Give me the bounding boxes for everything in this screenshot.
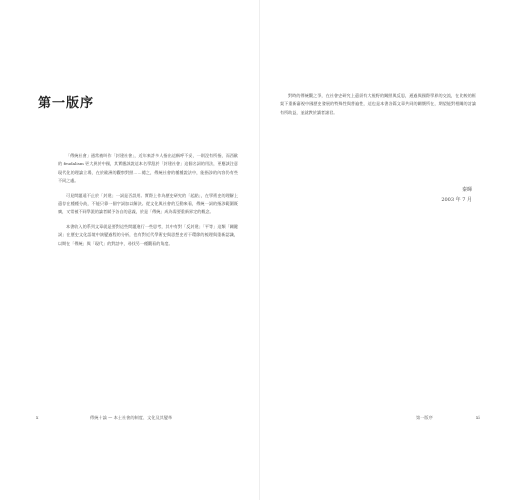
page-number-left: x — [36, 415, 39, 420]
paragraph: 本書收入的系列文章就是要對這些問題進行一些思考，其中有對「反封建」「平等」這類「關鍵詞」在歷史文化語境中演變過程的分析，也有對近代學術史與思想史若干環節的梳理與重新認識，以期在「傳統」與「現代」的對話中，尋找另一種觀看的角度。 — [58, 223, 238, 246]
running-title: 傳統十論 — 本土社會的制度、文化及其變革 — [90, 415, 173, 420]
page-number-right: xi — [476, 415, 480, 420]
paragraph: 「傳統社會」通常被叫作「封建社會」，近年來許多人指出這稱呼不妥，一則沒有所指，而西歐的 feudalism 更大異於中國，其實應該說這本名學派於「封建社會」這個名詞的用法，更應該注意現代化的理論立場，在於歐洲的觀察對照……總之，傳統社會的種種說法中，能指涉的內容仍有些不同之處。 — [58, 153, 238, 184]
right-body-text — [280, 92, 476, 123]
paragraph: 對時的傳統觀之爭，在社會史研究上還須有大視野的關照與反思，通過與國際學界的交流，在比較的框架下重新審視中國歷史發展的特殊性與普遍性，這也是本書各篇文章共同的關懷所在，期望能對相關的討論有所助益，並就教於讀者諸君。 — [280, 93, 476, 115]
chapter-title: 第一版序 — [38, 96, 95, 111]
right-page — [260, 0, 520, 500]
preface-date: 2003 年 7 月 — [441, 197, 472, 203]
paragraph: 可見問題遠不止於「封建」一詞是否誤用。實際上作為歷史研究的「起點」，在學術史的理解上還存在種種分歧，不能只靠一個字詞加以解決。從文化與社會的互動來看，傳統一詞的指涉範圍既廣，又常被不同學派的論者賦予各自的意義，於是「傳統」成為需要重新界定的概念。 — [58, 192, 238, 215]
left-body-text — [58, 152, 238, 254]
author-signature: 秦暉 — [461, 187, 472, 193]
running-label: 第一版序 — [416, 415, 433, 420]
signature-block — [400, 185, 472, 205]
